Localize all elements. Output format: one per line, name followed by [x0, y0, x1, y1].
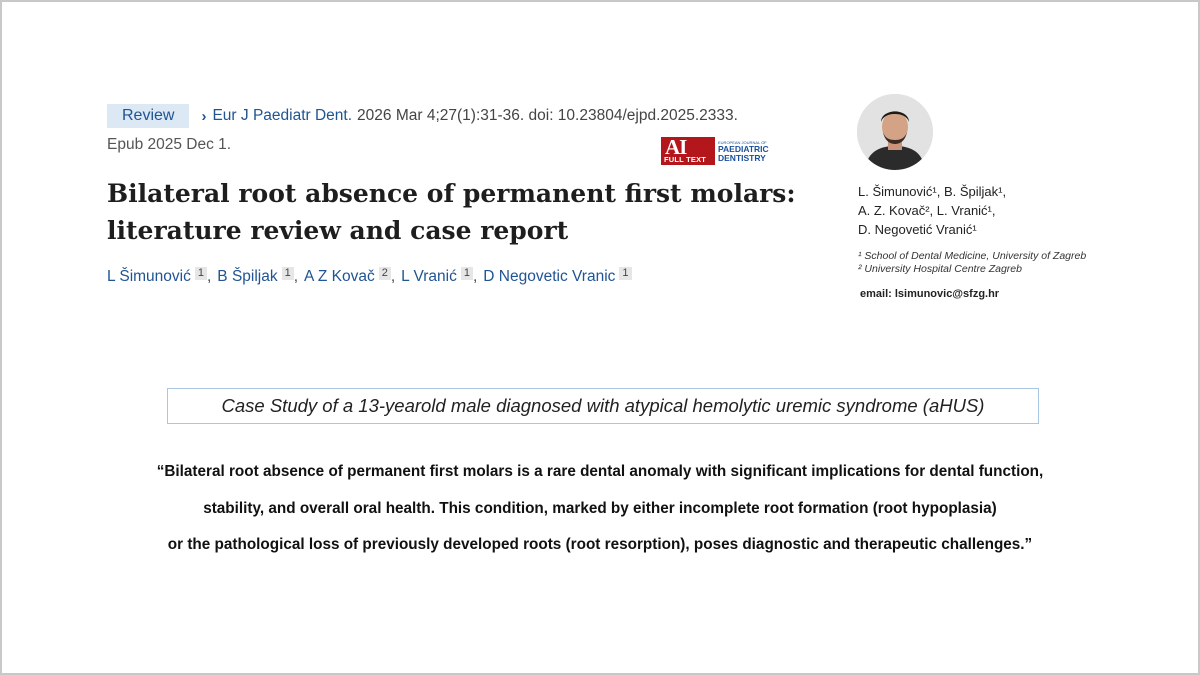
- logo-line-1: PAEDIATRIC: [718, 143, 769, 154]
- person-silhouette-icon: [857, 94, 933, 170]
- author-name: B Špiljak: [217, 268, 278, 285]
- epub-date: Epub 2025 Dec 1.: [107, 136, 232, 153]
- full-text-logo[interactable]: [661, 137, 773, 165]
- journal-logo-text: [715, 137, 769, 165]
- citation-line: [107, 104, 738, 128]
- article-title: Bilateral root absence of permanent first molars: literature review and case report: [107, 179, 796, 245]
- publication-type-badge: Review: [107, 104, 189, 128]
- author-separator: ,: [206, 268, 212, 285]
- card-author-line: D. Negovetić Vranić¹: [858, 222, 977, 237]
- contact-email: email: lsimunovic@sfzg.hr: [860, 288, 1000, 300]
- author-separator: ,: [293, 268, 299, 285]
- author-photo: [857, 94, 933, 170]
- card-author-line: L. Šimunović¹, B. Špiljak¹,: [858, 184, 1007, 199]
- quote-line: “Bilateral root absence of permanent first molars is a rare dental anomaly with significant implications for dental function,: [156, 463, 1044, 480]
- card-author-list: [858, 182, 1098, 239]
- case-study-text: Case Study of a 13-yearold male diagnosed with atypical hemolytic uremic syndrome (aHUS): [221, 395, 985, 416]
- quote-line: stability, and overall oral health. This condition, marked by either incomplete root formation (root hypoplasia): [203, 499, 997, 517]
- case-study-box: [167, 388, 1039, 424]
- affiliation-list: [858, 250, 1086, 276]
- logo-small-line: EUROPEAN JOURNAL OF: [718, 139, 767, 145]
- author-link[interactable]: [217, 268, 293, 286]
- author-name: L Šimunović: [107, 268, 191, 285]
- chevron-right-icon: ›: [201, 107, 207, 125]
- affiliation-marker[interactable]: 1: [461, 267, 473, 280]
- author-list: [107, 268, 632, 286]
- author-link[interactable]: [401, 268, 473, 286]
- affiliation-marker[interactable]: 1: [619, 267, 631, 280]
- author-name: A Z Kovač: [304, 268, 375, 285]
- author-link[interactable]: [304, 268, 391, 286]
- logo-line-2: DENTISTRY: [718, 152, 766, 163]
- affiliation-marker[interactable]: 2: [379, 267, 391, 280]
- author-separator: ,: [472, 268, 478, 285]
- quote-line: or the pathological loss of previously developed roots (root resorption), poses diagnostic and therapeutic challenges.”: [167, 536, 1033, 553]
- author-link[interactable]: [483, 268, 631, 286]
- affiliation-marker[interactable]: 1: [195, 267, 207, 280]
- affiliation-marker[interactable]: 1: [282, 267, 294, 280]
- affiliation-line: ¹ School of Dental Medicine, University of Zagreb: [858, 250, 1087, 262]
- logo-full-text: FULL TEXT: [664, 155, 707, 164]
- author-link[interactable]: [107, 268, 207, 286]
- author-name: L Vranić: [401, 268, 457, 285]
- author-separator: ,: [390, 268, 396, 285]
- citation-details: 2026 Mar 4;27(1):31-36. doi: 10.23804/ejpd.2025.2333.: [357, 107, 738, 124]
- full-text-logo-red: [661, 137, 715, 165]
- logo-ai-text: AI: [665, 135, 687, 159]
- card-author-line: A. Z. Kovač², L. Vranić¹,: [858, 203, 996, 218]
- abstract-quote: [50, 454, 1150, 564]
- affiliation-line: ² University Hospital Centre Zagreb: [858, 263, 1022, 275]
- author-name: D Negovetic Vranic: [483, 268, 616, 285]
- journal-link[interactable]: Eur J Paediatr Dent.: [212, 107, 353, 124]
